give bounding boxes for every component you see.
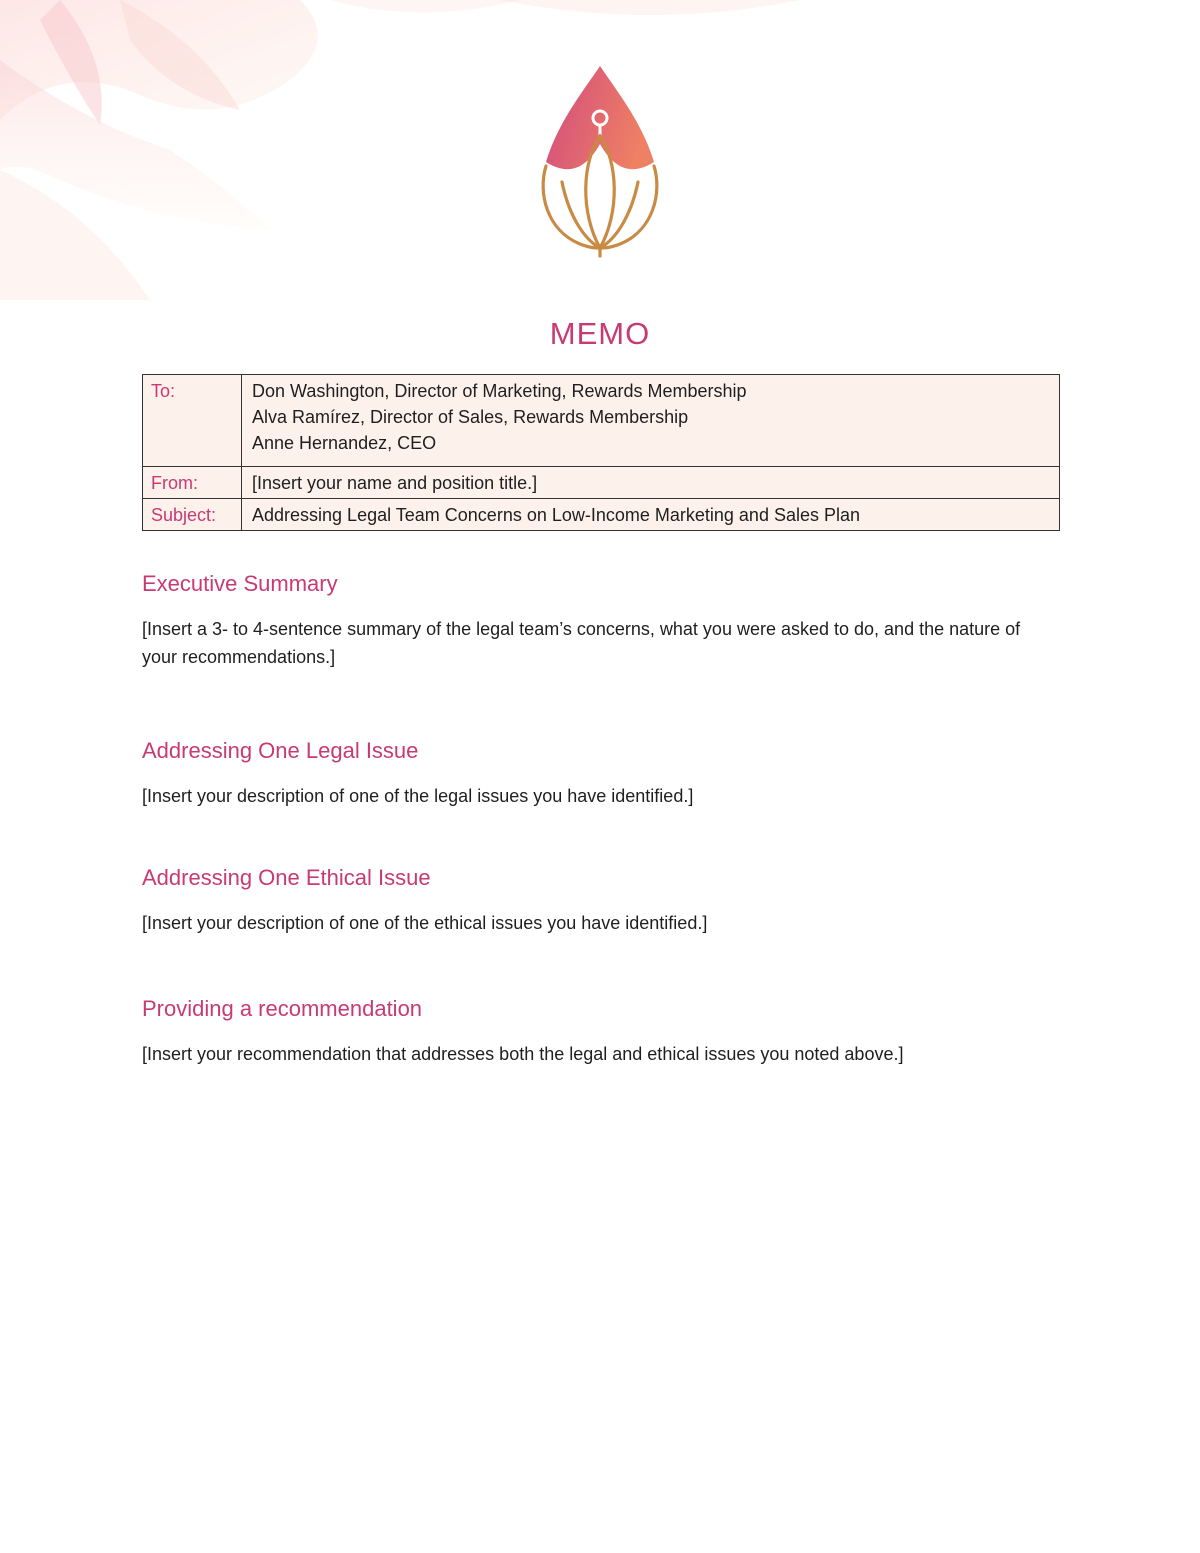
section-heading: Addressing One Ethical Issue (142, 865, 431, 890)
section-executive-summary (142, 571, 1060, 671)
to-recipients (242, 375, 1060, 467)
from-value: [Insert your name and position title.] (242, 467, 1060, 499)
recipient-line: Don Washington, Director of Marketing, Rewards Membership (252, 381, 747, 401)
subject-value: Addressing Legal Team Concerns on Low-Income Marketing and Sales Plan (242, 499, 1060, 531)
section-heading: Providing a recommendation (142, 996, 423, 1021)
from-label: From: (143, 467, 242, 499)
to-label: To: (143, 375, 242, 467)
section-body: [Insert your description of one of the legal issues you have identified.] (142, 786, 694, 806)
section-body: [Insert a 3- to 4-sentence summary of the legal team’s concerns, what you were asked to do, and the nature of your recommendations.] (142, 619, 1021, 667)
section-body: [Insert your description of one of the ethical issues you have identified.] (142, 913, 708, 933)
subject-row (143, 499, 1060, 531)
section-body: [Insert your recommendation that addresses both the legal and ethical issues you noted above.] (142, 1044, 904, 1064)
page-title: MEMO (549, 316, 651, 351)
memo-header-table (142, 374, 1060, 531)
section-heading: Addressing One Legal Issue (142, 738, 419, 763)
subject-label: Subject: (143, 499, 242, 531)
section-recommendation (142, 996, 1060, 1068)
to-row (143, 375, 1060, 467)
section-ethical-issue (142, 865, 1060, 937)
recipient-line: Anne Hernandez, CEO (252, 433, 437, 453)
section-heading: Executive Summary (142, 571, 338, 596)
recipient-line: Alva Ramírez, Director of Sales, Rewards Membership (252, 407, 689, 427)
section-legal-issue (142, 738, 1060, 810)
from-row (143, 467, 1060, 499)
lotus-drop-icon (532, 62, 668, 258)
